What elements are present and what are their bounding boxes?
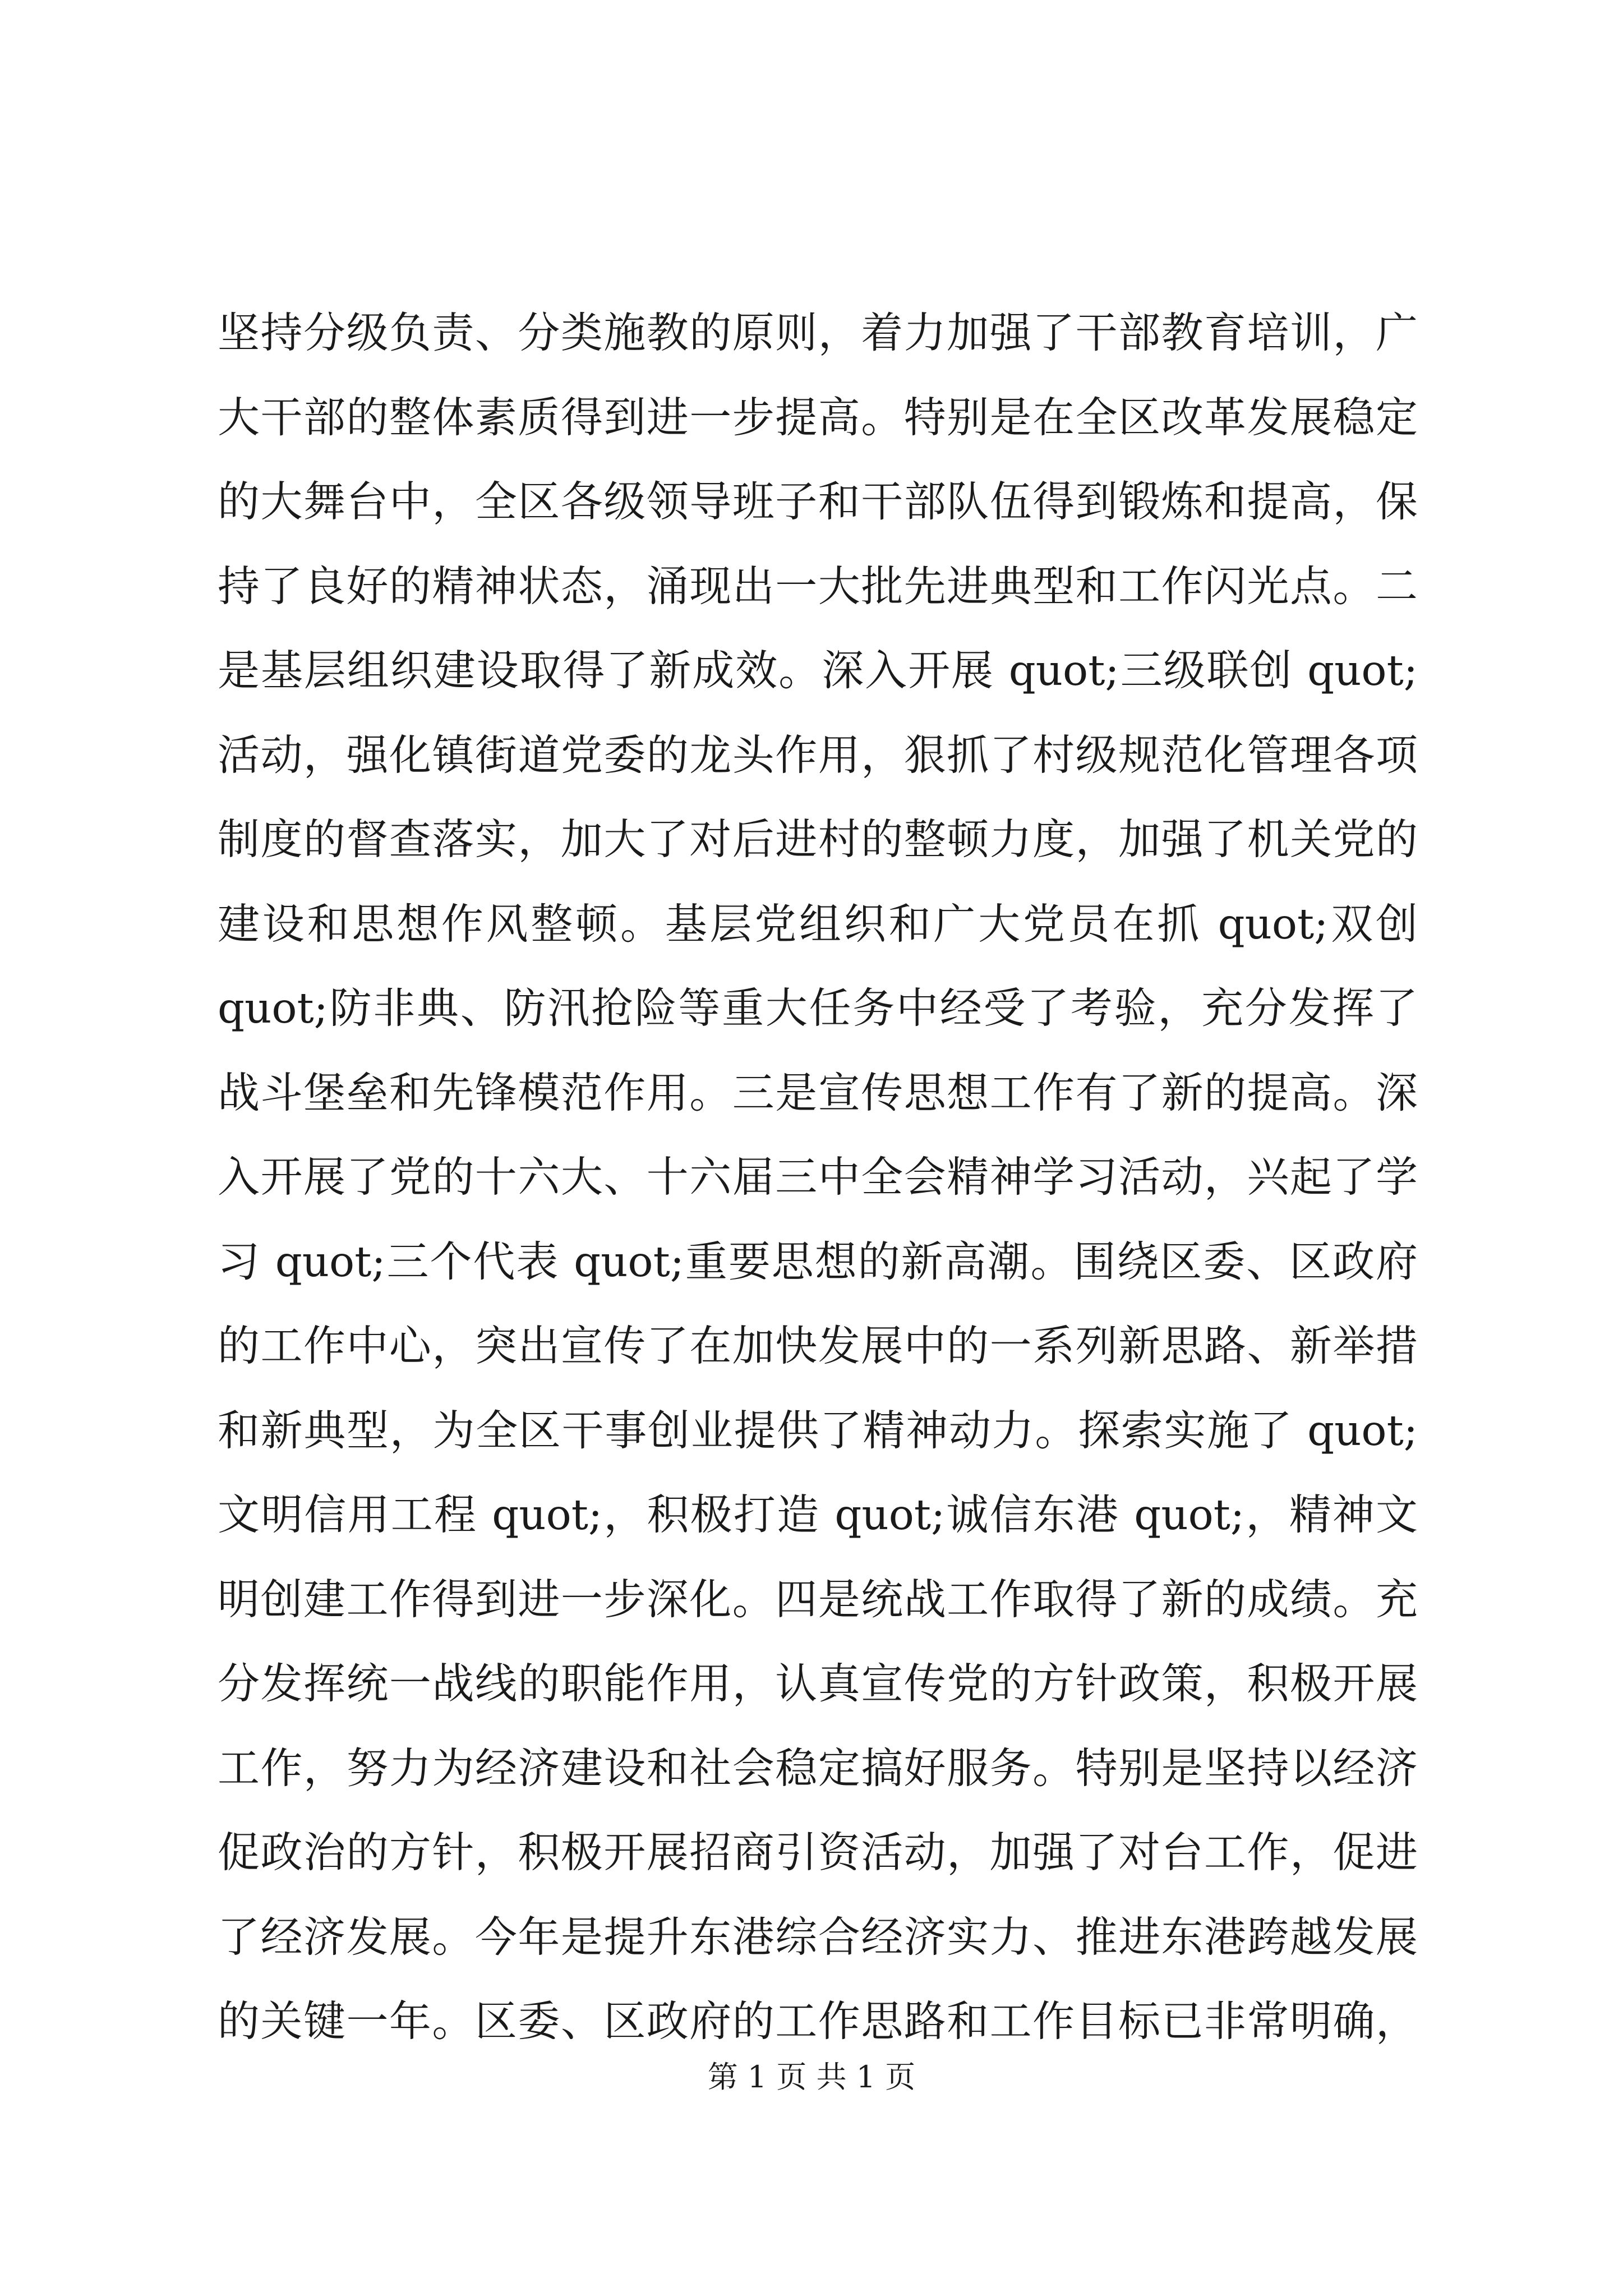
text-line-21: 的关键一年。区委、区政府的工作思路和工作目标已非常明确， xyxy=(218,1996,1418,2046)
text-line-14: 和新典型，为全区干事创业提供了精神动力。探索实施了 quot; xyxy=(218,1405,1418,1455)
text-line-5: 是基层组织建设取得了新成效。深入开展 quot;三级联创 quot; xyxy=(218,646,1418,695)
text-line-10: 战斗堡垒和先锋模范作用。三是宣传思想工作有了新的提高。深 xyxy=(218,1068,1418,1117)
text-line-15: 文明信用工程 quot;，积极打造 quot;诚信东港 quot;，精神文 xyxy=(218,1490,1418,1539)
text-line-20: 了经济发展。今年是提升东港综合经济实力、推进东港跨越发展 xyxy=(218,1912,1418,1962)
text-line-6: 活动，强化镇街道党委的龙头作用，狠抓了村级规范化管理各项 xyxy=(218,730,1418,780)
text-line-16: 明创建工作得到进一步深化。四是统战工作取得了新的成绩。充 xyxy=(218,1574,1418,1624)
text-line-8: 建设和思想作风整顿。基层党组织和广大党员在抓 quot;双创 xyxy=(218,899,1418,949)
text-line-9: quot;防非典、防汛抢险等重大任务中经受了考验，充分发挥了 xyxy=(218,983,1418,1033)
text-line-1: 坚持分级负责、分类施教的原则，着力加强了干部教育培训，广 xyxy=(218,308,1418,357)
text-line-19: 促政治的方针，积极开展招商引资活动，加强了对台工作，促进 xyxy=(218,1828,1418,1877)
text-line-2: 大干部的整体素质得到进一步提高。特别是在全区改革发展稳定 xyxy=(218,392,1418,442)
text-line-18: 工作，努力为经济建设和社会稳定搞好服务。特别是坚持以经济 xyxy=(218,1743,1418,1793)
text-line-4: 持了良好的精神状态，涌现出一大批先进典型和工作闪光点。二 xyxy=(218,561,1418,611)
body-text xyxy=(218,291,1418,2064)
text-line-13: 的工作中心，突出宣传了在加快发展中的一系列新思路、新举措 xyxy=(218,1321,1418,1370)
text-line-12: 习 quot;三个代表 quot;重要思想的新高潮。围绕区委、区政府 xyxy=(218,1236,1418,1286)
text-line-17: 分发挥统一战线的职能作用，认真宣传党的方针政策，积极开展 xyxy=(218,1659,1418,1708)
page-footer: 第 1 页 共 1 页 xyxy=(707,2059,916,2095)
text-line-3: 的大舞台中，全区各级领导班子和干部队伍得到锻炼和提高，保 xyxy=(218,477,1418,526)
text-line-11: 入开展了党的十六大、十六届三中全会精神学习活动，兴起了学 xyxy=(218,1152,1418,1202)
text-line-7: 制度的督查落实，加大了对后进村的整顿力度，加强了机关党的 xyxy=(218,815,1418,864)
